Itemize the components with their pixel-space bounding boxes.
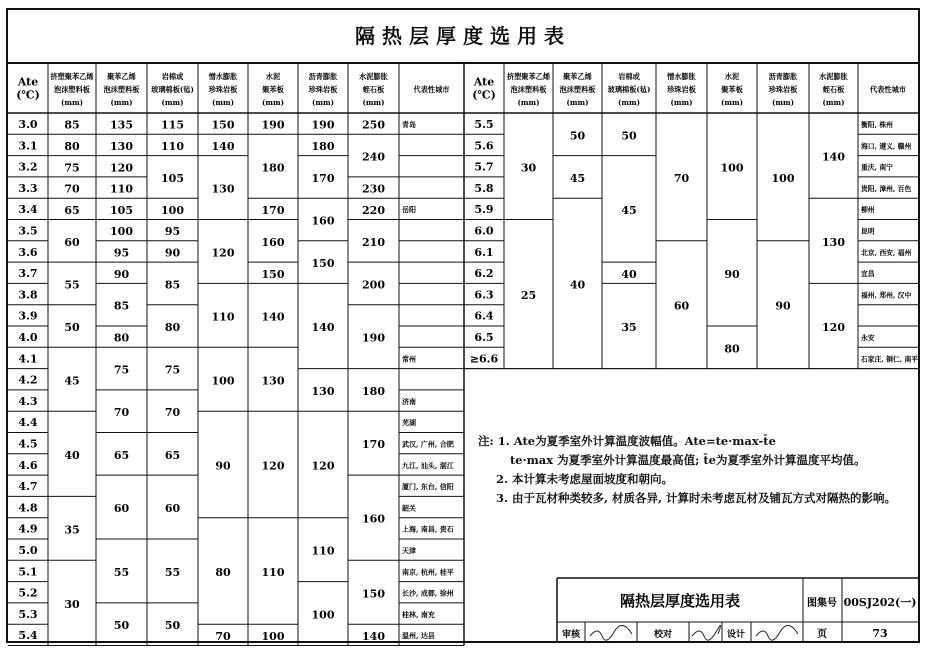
header-col-6: (mm): [771, 98, 795, 107]
ate-value: 6.5: [474, 331, 494, 344]
city-name: 青岛: [402, 120, 416, 129]
header-col-2: 聚苯乙烯: [563, 72, 592, 81]
thickness-value: 140: [211, 139, 235, 153]
city-name: 柳州: [861, 206, 875, 215]
thickness-value: 100: [211, 374, 235, 388]
thickness-value: 45: [621, 203, 637, 217]
thickness-value: 140: [362, 629, 385, 643]
thickness-value: 160: [311, 214, 335, 228]
thickness-value: 150: [261, 267, 285, 281]
thickness-value: 140: [822, 150, 845, 164]
thickness-value: 150: [211, 118, 235, 132]
thickness-value: 80: [164, 321, 181, 334]
ate-value: 5.2: [18, 586, 38, 600]
header-col-2: 泡沫塑料板: [103, 85, 140, 94]
thickness-value: 150: [311, 257, 335, 271]
thickness-value: 135: [110, 118, 133, 132]
thickness-value: 130: [261, 374, 285, 388]
thickness-value: 180: [311, 139, 335, 153]
header-col-8: 代表性城市: [413, 85, 450, 94]
header-col-7: (mm): [822, 98, 845, 107]
thickness-value: 45: [569, 171, 586, 185]
thickness-value: 240: [362, 150, 385, 164]
ate-value: 5.0: [18, 544, 38, 557]
ate-value: 3.5: [18, 224, 38, 238]
thickness-value: 65: [164, 448, 181, 462]
thickness-value: 105: [110, 203, 133, 217]
header-col-6: 沥青膨胀: [768, 72, 798, 81]
header-col-3: (mm): [161, 98, 184, 107]
signature-mark: [692, 625, 721, 640]
thickness-value: 170: [362, 438, 385, 452]
ate-value: 6.0: [474, 224, 494, 238]
city-name: 天津: [402, 546, 416, 555]
thickness-value: 50: [621, 129, 637, 143]
page-label: 页: [817, 629, 827, 640]
ate-value: 5.1: [18, 565, 38, 579]
thickness-value: 90: [724, 267, 740, 281]
thickness-value: 95: [164, 225, 181, 239]
city-name: 宜昌: [861, 270, 875, 279]
thickness-value: 70: [113, 406, 130, 420]
header-ate: Ate: [473, 75, 495, 89]
thickness-value: 40: [621, 267, 637, 281]
signature-mark: [590, 625, 632, 640]
thickness-value: 100: [311, 608, 335, 622]
thickness-value: 80: [113, 331, 130, 345]
thickness-value: 90: [113, 267, 130, 281]
header-col-5: 水泥: [724, 72, 740, 81]
city-name: 重庆, 南宁: [861, 163, 893, 172]
city-name: 常州: [402, 354, 416, 364]
signature-mark: [756, 625, 798, 640]
thickness-value: 140: [311, 321, 335, 334]
city-name: 衡阳, 株州: [861, 121, 893, 129]
ate-value: 4.5: [18, 437, 38, 451]
city-name: 岳阳: [402, 205, 416, 215]
thickness-value: 210: [362, 235, 385, 249]
thickness-value: 80: [724, 342, 740, 356]
table-title: 隔热层厚度选用表: [8, 10, 918, 64]
thickness-value: 55: [164, 565, 181, 579]
notes: [478, 432, 896, 508]
ate-value: 5.4: [18, 629, 38, 643]
header-col-4: (mm): [670, 98, 693, 107]
ate-value: ≥6.6: [469, 352, 499, 366]
atlas-label: 图集号: [807, 598, 837, 609]
thickness-value: 140: [261, 310, 285, 324]
check-label: 校对: [653, 630, 673, 640]
thickness-value: 120: [311, 459, 335, 473]
header-col-2: (mm): [566, 98, 589, 107]
header-col-4: 珍珠岩板: [667, 85, 696, 94]
header-col-7: 水泥膨胀: [359, 72, 388, 81]
thickness-value: 85: [64, 118, 80, 132]
thickness-value: 90: [215, 459, 231, 473]
note-1: 注: 1. Ate为夏季室外计算温度波幅值。Ate=te·max-t̄e: [478, 434, 776, 448]
header-col-2: 泡沫塑料板: [559, 85, 596, 94]
ate-value: 3.7: [18, 267, 38, 281]
header-col-1: 挤塑聚苯乙烯: [506, 72, 551, 81]
ate-value: 5.8: [474, 181, 494, 195]
thickness-value: 130: [311, 384, 335, 398]
header-col-1: (mm): [517, 98, 540, 107]
ate-value: 3.8: [18, 288, 38, 302]
header-col-6: 沥青膨胀: [308, 72, 338, 81]
thickness-value: 110: [211, 310, 235, 324]
city-name: 厦门, 东台, 信阳: [402, 482, 454, 492]
thickness-value: 80: [215, 565, 231, 579]
thickness-value: 75: [164, 363, 181, 377]
thickness-value: 65: [64, 203, 80, 217]
thickness-value: 190: [362, 331, 385, 345]
header-col-3: 玻璃棉板(毡): [607, 85, 651, 94]
thickness-value: 190: [261, 118, 285, 132]
ate-value: 4.1: [18, 352, 38, 366]
thickness-value: 100: [261, 629, 285, 643]
ate-value: 6.1: [474, 245, 494, 259]
header-col-5: 聚苯板: [262, 85, 284, 94]
thickness-value: 110: [161, 139, 184, 153]
note-3: 3. 由于瓦材种类较多, 材质各异, 计算时未考虑瓦材及铺瓦方式对隔热的影响。: [496, 491, 897, 505]
atlas-number: 00SJ202(一): [843, 596, 917, 609]
city-name: 芜湖: [402, 418, 416, 428]
thickness-value: 150: [362, 587, 385, 601]
thickness-value: 70: [215, 629, 231, 643]
thickness-value: 170: [311, 171, 335, 185]
thickness-value: 105: [161, 171, 184, 185]
thickness-value: 60: [673, 299, 690, 313]
ate-value: 3.9: [18, 309, 38, 323]
ate-value: 6.3: [474, 288, 494, 302]
header-col-4: 憎水膨胀: [208, 72, 238, 81]
city-name: 福州, 郑州, 汉中: [861, 291, 912, 300]
ate-value: 4.8: [18, 501, 38, 515]
thickness-value: 40: [64, 448, 80, 462]
note-2: 2. 本计算未考虑屋面坡度和朝向。: [496, 472, 674, 486]
ate-value: 5.5: [474, 118, 494, 131]
thickness-value: 110: [110, 182, 133, 196]
thickness-value: 250: [362, 118, 385, 132]
thickness-value: 90: [775, 299, 791, 313]
header-col-5: (mm): [720, 98, 744, 107]
ate-value: 3.2: [18, 160, 38, 174]
header-col-2: 聚苯乙烯: [107, 72, 136, 81]
thickness-value: 50: [64, 321, 80, 334]
thickness-value: 100: [161, 203, 184, 217]
header-col-6: 珍珠岩板: [308, 85, 338, 94]
header-col-6: 珍珠岩板: [768, 85, 798, 94]
header-ate: (℃): [472, 88, 496, 102]
city-name: 长沙, 成都, 徐州: [402, 588, 454, 598]
ate-value: 4.7: [18, 480, 38, 494]
thickness-value: 85: [164, 278, 181, 292]
thickness-value: 170: [261, 203, 285, 217]
ate-value: 4.4: [18, 416, 38, 430]
thickness-value: 90: [164, 246, 181, 260]
ate-value: 4.3: [18, 394, 38, 408]
header-col-5: (mm): [261, 98, 285, 107]
city-name: 南京, 杭州, 桂平: [402, 567, 454, 577]
thickness-value: 95: [113, 246, 130, 260]
city-name: 贵阳, 漳州, 百色: [861, 184, 912, 193]
thickness-value: 110: [261, 565, 285, 579]
thickness-value: 120: [261, 459, 285, 473]
header-col-1: 挤塑聚苯乙烯: [50, 72, 94, 81]
header-col-1: (mm): [60, 98, 84, 107]
ate-value: 4.9: [18, 522, 38, 536]
review-label: 审核: [561, 630, 581, 640]
thickness-value: 70: [164, 406, 181, 420]
header-col-5: 聚苯板: [721, 85, 743, 94]
ate-value: 3.6: [18, 245, 38, 259]
thickness-value: 230: [362, 182, 385, 196]
city-name: 石家庄, 铜仁, 南平: [861, 355, 919, 364]
thickness-value: 190: [311, 118, 335, 132]
header-col-4: 珍珠岩板: [208, 85, 238, 94]
thickness-value: 130: [110, 139, 133, 153]
header-col-2: (mm): [110, 98, 133, 107]
thickness-value: 160: [362, 512, 385, 526]
city-name: 桂林, 南充: [402, 609, 435, 619]
thickness-value: 40: [569, 278, 586, 292]
thickness-value: 70: [673, 171, 690, 185]
header-col-3: (mm): [617, 98, 641, 107]
thickness-value: 75: [113, 363, 130, 377]
thickness-value: 200: [362, 278, 385, 292]
thickness-value: 60: [164, 502, 181, 516]
ate-value: 3.3: [18, 181, 38, 195]
thickness-value: 45: [64, 374, 80, 388]
thickness-value: 60: [113, 502, 130, 516]
ate-value: 5.3: [18, 607, 38, 621]
city-name: 九江, 汕头, 湛江: [402, 460, 454, 470]
header-col-3: 岩棉或: [618, 72, 640, 81]
thickness-value: 50: [113, 619, 130, 633]
thickness-value: 180: [261, 161, 285, 175]
ate-value: 5.9: [474, 203, 494, 217]
ate-value: 4.0: [18, 331, 38, 344]
header-ate: Ate: [17, 75, 39, 89]
thickness-value: 130: [211, 182, 235, 196]
thickness-value: 65: [113, 448, 130, 462]
city-name: 昆明: [861, 227, 875, 236]
note-1b: te·max 为夏季室外计算温度最高值; t̄e为夏季室外计算温度平均值。: [510, 453, 866, 467]
thickness-value: 35: [621, 321, 637, 334]
thickness-value: 55: [113, 565, 130, 579]
design-label: 设计: [726, 630, 746, 640]
page-number: 73: [872, 627, 888, 640]
thickness-value: 120: [110, 161, 133, 175]
header-col-5: 水泥: [265, 72, 281, 81]
thickness-value: 180: [362, 384, 385, 398]
city-name: 海口, 遵义, 赣州: [861, 142, 912, 151]
thickness-value: 100: [720, 161, 744, 175]
header-col-1: 泡沫塑料板: [510, 85, 547, 94]
ate-value: 5.6: [474, 139, 494, 153]
city-name: 永安: [861, 334, 875, 342]
header-ate: (℃): [16, 88, 40, 102]
thickness-value: 50: [569, 129, 586, 143]
thickness-value: 160: [261, 235, 285, 249]
ate-value: 3.4: [18, 203, 38, 217]
ate-value: 4.6: [18, 458, 38, 472]
ate-value: 4.2: [18, 373, 38, 387]
header-col-3: 岩棉或: [161, 72, 184, 81]
header-col-7: (mm): [362, 98, 385, 107]
thickness-value: 25: [520, 289, 537, 303]
city-name: 武汉, 广州, 合肥: [402, 439, 454, 449]
thickness-value: 30: [520, 161, 537, 175]
header-col-4: (mm): [211, 98, 235, 107]
thickness-value: 85: [113, 299, 130, 313]
header-col-3: 玻璃棉板(毡): [151, 85, 194, 94]
thickness-value: 220: [362, 203, 385, 217]
city-name: 韶关: [402, 503, 416, 513]
thickness-value: 55: [64, 278, 80, 292]
thickness-value: 120: [822, 321, 845, 334]
thickness-value: 50: [164, 619, 181, 633]
city-name: 济南: [402, 396, 416, 406]
header-col-7: 蛭石板: [362, 85, 385, 94]
header-col-7: 水泥膨胀: [819, 72, 848, 81]
thickness-value: 100: [771, 171, 795, 185]
city-name: 温州, 达县: [402, 631, 435, 641]
thickness-value: 115: [161, 118, 184, 132]
ate-value: 3.1: [18, 139, 38, 153]
ate-value: 6.2: [474, 267, 494, 281]
thickness-value: 35: [64, 523, 80, 537]
ate-value: 5.7: [474, 160, 494, 174]
city-name: 上海, 南昌, 贵石: [402, 524, 454, 534]
thickness-value: 75: [64, 161, 80, 175]
thickness-value: 70: [64, 182, 80, 196]
thickness-value: 60: [64, 235, 80, 249]
ate-value: 6.4: [474, 309, 494, 323]
header-col-8: 代表性城市: [870, 85, 906, 94]
header-col-1: 泡沫塑料板: [54, 85, 90, 94]
thickness-value: 110: [311, 544, 335, 558]
header-col-4: 憎水膨胀: [667, 72, 696, 81]
ate-value: 3.0: [18, 118, 38, 131]
thickness-value: 130: [822, 235, 845, 249]
thickness-value: 30: [64, 597, 80, 611]
thickness-value: 80: [64, 139, 80, 153]
city-name: 北京, 西安, 福州: [861, 248, 912, 257]
thickness-value: 120: [211, 246, 235, 260]
header-col-7: 蛭石板: [822, 85, 845, 94]
header-col-6: (mm): [311, 98, 335, 107]
thickness-value: 100: [110, 225, 133, 239]
title-block-title: 隔热层厚度选用表: [619, 592, 741, 610]
